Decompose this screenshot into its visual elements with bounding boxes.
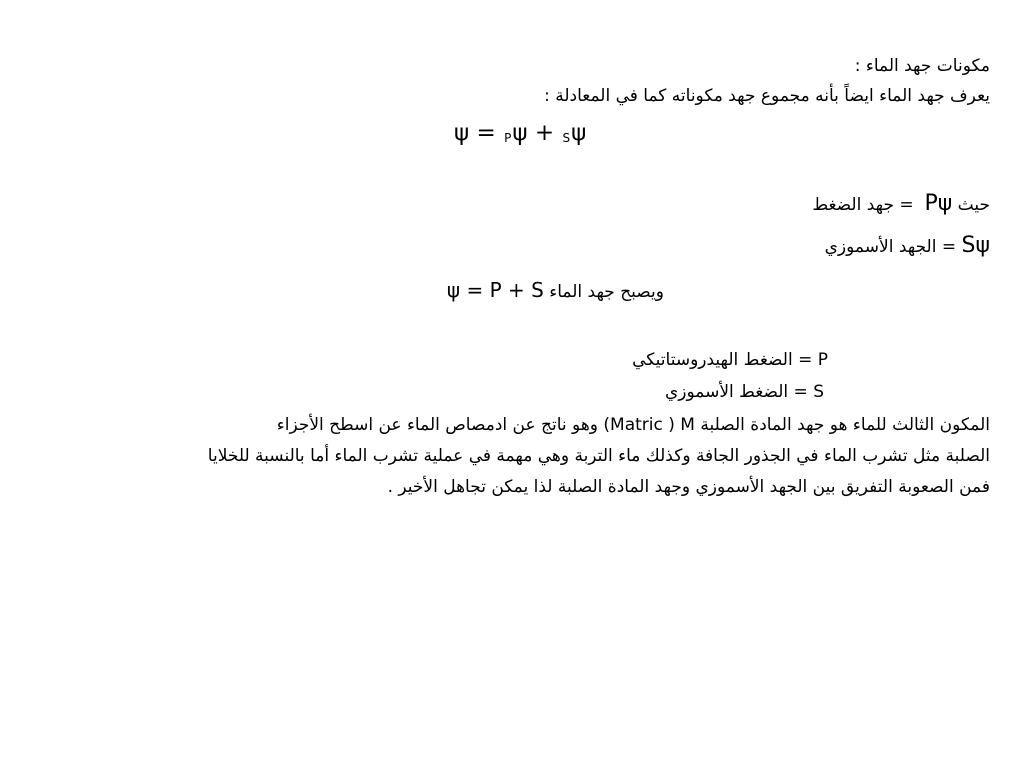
- equation-term1-symbol: ψ: [512, 120, 528, 146]
- water-potential-equation: [454, 118, 586, 153]
- paragraph-line-1: [78, 410, 990, 441]
- pressure-potential-definition: [812, 192, 990, 217]
- matric-symbol: M: [680, 415, 695, 435]
- pressure-potential-equals: =: [899, 195, 914, 215]
- simplified-equation-text: ويصبح جهد الماء: [549, 282, 664, 302]
- hydrostatic-meaning: الضغط الهيدروستاتيكي: [632, 350, 793, 370]
- paragraph-line-3: فمن الصعوبة التفريق بين الجهد الأسموزي وجهد المادة الصلبة لذا يمكن تجاهل الأخير .: [387, 477, 990, 497]
- equation-term2-symbol: ψ: [571, 120, 587, 146]
- equation-plus: +: [534, 120, 555, 146]
- hydrostatic-pressure-definition: [632, 348, 828, 372]
- paragraph-line-1-start: المكون الثالث للماء هو جهد المادة الصلبة: [700, 415, 990, 435]
- paragraph-line-1-end: وهو ناتج عن ادمصاص الماء عن اسطح الأجزاء: [276, 415, 598, 435]
- equation-equals: =: [476, 120, 496, 146]
- equation-term1-subscript: P: [504, 131, 512, 145]
- slide-heading: مكونات جهد الماء :: [854, 56, 990, 76]
- osmotic-potential-meaning: الجهد الأسموزي: [824, 237, 937, 257]
- osmotic-potential-definition: [825, 234, 990, 259]
- pressure-potential-symbol: Pψ: [924, 191, 953, 216]
- paragraph-line-2: الصلبة مثل تشرب الماء في الجذور الجافة وكذلك ماء التربة وهي مهمة في عملية تشرب الماء أما بالنسبة للخلايا: [207, 446, 990, 466]
- osmotic-potential-equals: =: [941, 237, 957, 257]
- hydrostatic-equals: =: [798, 350, 813, 370]
- equation-term2-subscript: S: [562, 131, 571, 145]
- hydrostatic-symbol: P: [817, 350, 828, 370]
- osmotic-potential-symbol: Sψ: [961, 233, 990, 258]
- matric-potential-paragraph: [78, 410, 990, 503]
- osmotic-pressure-definition: [665, 380, 824, 404]
- pressure-potential-meaning: جهد الضغط: [812, 195, 894, 215]
- definition-sentence: يعرف جهد الماء ايضاً بأنه مجموع جهد مكوناته كما في المعادلة :: [544, 86, 990, 106]
- matric-term: (Matric ): [603, 415, 675, 435]
- osmotic-pressure-meaning: الضغط الأسموزي: [664, 382, 789, 402]
- simplified-equation-line: [402, 276, 664, 306]
- equation-lhs: ψ: [454, 120, 470, 146]
- osmotic-pressure-equals: =: [793, 382, 808, 402]
- where-prefix: حيث: [957, 195, 990, 215]
- simplified-equation: ψ = P + S: [446, 278, 544, 302]
- osmotic-pressure-symbol: S: [813, 382, 824, 402]
